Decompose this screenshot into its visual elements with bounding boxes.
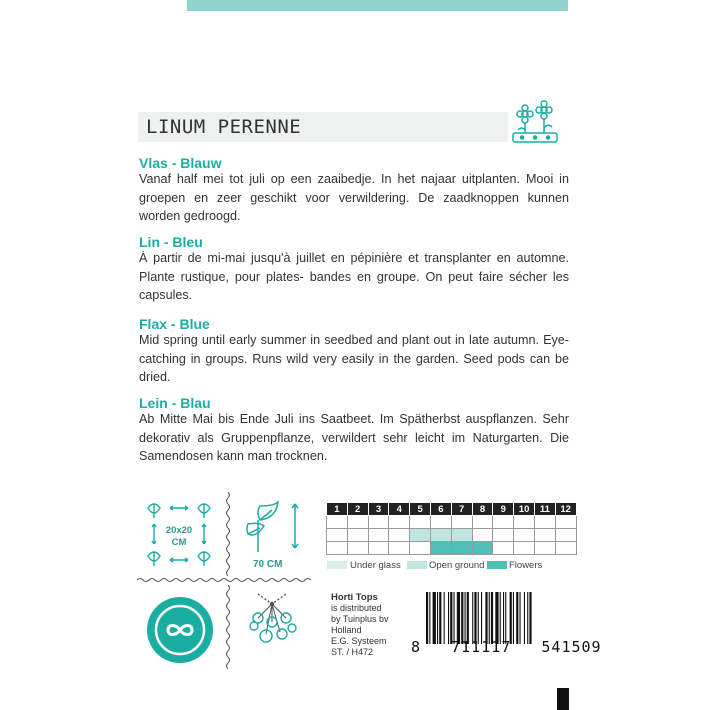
legend-swatch-open-ground	[407, 561, 427, 569]
print-mark	[557, 688, 569, 710]
calendar-cell	[451, 529, 472, 542]
month-label: 10	[514, 503, 535, 516]
calendar-cell	[368, 516, 389, 529]
distributor-line: ST. / H472	[331, 647, 374, 657]
distributor-line: E.G. Systeem	[331, 636, 387, 646]
divider-horizontal	[137, 576, 312, 584]
calendar-cell	[327, 542, 348, 555]
divider-vertical	[224, 492, 232, 578]
distributor-block	[331, 592, 389, 658]
legend-flowers: Flowers	[509, 560, 543, 571]
section-heading-fr: Lin - Bleu	[139, 234, 203, 250]
barcode-bar	[439, 592, 441, 644]
section-heading-de: Lein - Blau	[139, 395, 211, 411]
calendar-cell	[514, 516, 535, 529]
barcode-number: 8 711117 541509	[411, 638, 602, 656]
height-icon	[240, 498, 310, 556]
barcode-bar	[503, 592, 504, 644]
barcode-bar	[478, 592, 479, 644]
calendar-cell	[472, 516, 493, 529]
barcode-bar	[474, 592, 476, 644]
calendar-cell	[514, 529, 535, 542]
month-label: 7	[451, 503, 472, 516]
month-label: 11	[534, 503, 555, 516]
calendar-cell	[472, 542, 493, 555]
barcode-bar	[437, 592, 438, 644]
calendar-cell	[368, 529, 389, 542]
calendar-cell	[430, 529, 451, 542]
barcode-bar	[489, 592, 490, 644]
month-label: 2	[347, 503, 368, 516]
calendar-cell	[451, 516, 472, 529]
legend-under-glass: Under glass	[350, 560, 401, 571]
divider-vertical-2	[224, 585, 232, 671]
month-label: 12	[555, 503, 576, 516]
barcode-bar	[500, 592, 501, 644]
month-label: 4	[389, 503, 410, 516]
calendar-row-flowers	[327, 542, 577, 555]
barcode-bar	[467, 592, 469, 644]
calendar-cell	[555, 516, 576, 529]
calendar-cell	[493, 516, 514, 529]
calendar-cell	[389, 516, 410, 529]
calendar-cell	[347, 529, 368, 542]
barcode-bar	[524, 592, 525, 644]
section-text-de: Ab Mitte Mai bis Ende Juli ins Saatbeet. Im Spätherbst auspflanzen. Sehr dekorativ als Gruppenpflanze, verwildert sehr leicht im Naturgarten. Die Samendosen kann man trocknen.	[139, 412, 569, 463]
spacing-value: 20x20	[165, 525, 193, 536]
section-heading-nl: Vlas - Blauw	[139, 155, 222, 171]
month-label: 9	[493, 503, 514, 516]
barcode-bar	[454, 592, 455, 644]
calendar-cell	[430, 516, 451, 529]
seed-tray-icon	[510, 100, 560, 145]
barcode-bar	[444, 592, 445, 644]
barcode-bar	[516, 592, 518, 644]
calendar-cell	[410, 529, 431, 542]
calendar-cell	[534, 542, 555, 555]
legend-swatch-under-glass	[327, 561, 347, 569]
calendar-cell	[327, 516, 348, 529]
distributor-line: is distributed	[331, 603, 382, 613]
section-heading-en: Flax - Blue	[139, 316, 210, 332]
distributor-name: Horti Tops	[331, 592, 378, 603]
section-text-fr: À partir de mi-mai jusqu'à juillet en pépinière et transplanter en automne. Plante rustique, pour plates- bandes en groupe. On peut faire sécher les capsules.	[139, 251, 569, 302]
barcode-bar	[433, 592, 436, 644]
distributor-line: by Tuinplus bv	[331, 614, 389, 624]
perennial-icon	[146, 596, 214, 664]
calendar-row-under-glass	[327, 516, 577, 529]
calendar-cell	[347, 516, 368, 529]
barcode-bar	[485, 592, 487, 644]
barcode-bar	[491, 592, 493, 644]
section-text-en: Mid spring until early summer in seedbed and plant out in late autumn. Eye-catching in groups. Runs wild very easily in the garden. Seed pods can be dried.	[139, 333, 569, 384]
legend-open-ground: Open ground	[429, 560, 485, 571]
calendar-cell	[534, 516, 555, 529]
height-value: 70 CM	[253, 559, 283, 570]
month-label: 6	[430, 503, 451, 516]
calendar-cell	[389, 542, 410, 555]
distributor-line: Holland	[331, 625, 362, 635]
calendar-cell	[368, 542, 389, 555]
barcode-bar	[450, 592, 452, 644]
calendar-header-row	[327, 503, 577, 516]
section-text-nl: Vanaf half mei tot juli op een zaaibedje. In het najaar uitplanten. Mooi in groepen en zeer geschikt voor verwildering. De zaadknoppen kunnen worden gedroogd.	[139, 172, 569, 223]
calendar-cell	[534, 529, 555, 542]
calendar-cell	[347, 542, 368, 555]
calendar-cell	[472, 529, 493, 542]
legend-swatch-flowers	[487, 561, 507, 569]
barcode-bar	[457, 592, 460, 644]
calendar-cell	[493, 542, 514, 555]
barcode-bar	[429, 592, 430, 644]
month-label: 8	[472, 503, 493, 516]
calendar-row-open-ground	[327, 529, 577, 542]
barcode-bar	[510, 592, 512, 644]
barcode-bar	[495, 592, 498, 644]
calendar-cell	[327, 529, 348, 542]
barcode-bar	[472, 592, 473, 644]
calendar-cell	[430, 542, 451, 555]
calendar-cell	[410, 516, 431, 529]
barcode-bar	[520, 592, 521, 644]
barcode-bar	[527, 592, 528, 644]
barcode-bar	[461, 592, 463, 644]
barcode-bar	[481, 592, 482, 644]
barcode-bar	[426, 592, 428, 644]
sowing-calendar	[326, 502, 577, 555]
month-label: 3	[368, 503, 389, 516]
calendar-cell	[555, 542, 576, 555]
calendar-cell	[555, 529, 576, 542]
calendar-cell	[389, 529, 410, 542]
spacing-unit: CM	[171, 537, 187, 548]
calendar-cell	[514, 542, 535, 555]
calendar-cell	[451, 542, 472, 555]
barcode-bar	[505, 592, 506, 644]
calendar-cell	[410, 542, 431, 555]
month-label: 1	[327, 503, 348, 516]
flower-icon	[238, 590, 306, 660]
barcode-bar	[529, 592, 531, 644]
calendar-cell	[493, 529, 514, 542]
top-color-bar	[187, 0, 568, 11]
barcode-bar	[465, 592, 466, 644]
barcode-bar	[448, 592, 449, 644]
spacing-icon	[140, 498, 218, 570]
barcode-bar	[513, 592, 514, 644]
month-label: 5	[410, 503, 431, 516]
page-title: LINUM PERENNE	[146, 116, 302, 138]
